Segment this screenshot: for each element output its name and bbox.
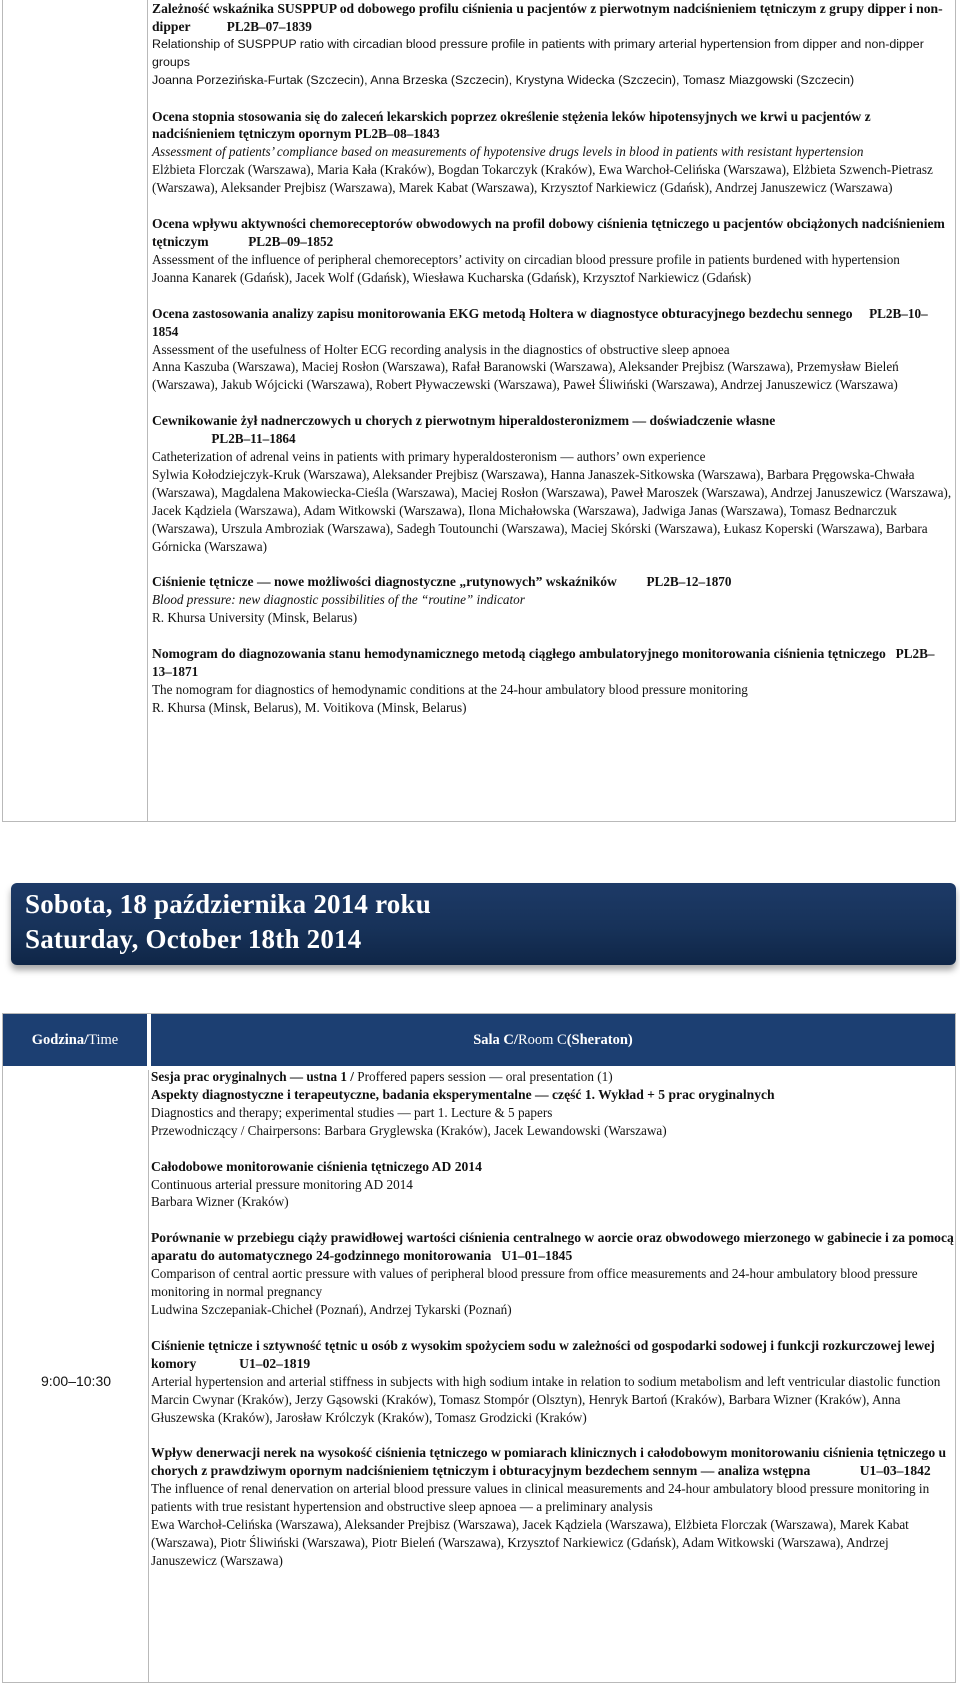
session-name-en: Proffered papers session — oral presentation (1) (357, 1069, 613, 1084)
paper-entry (151, 1444, 957, 1569)
abstract-authors: Anna Kaszuba (Warszawa), Maciej Rosłon (Warszawa), Rafał Baranowski (Warszawa), Aleksander Prejbisz (Warszawa), Przemysław Bieleń (Warszawa), Jakub Wójcicki (Warszawa), Robert Pływaczewski (Warszawa), Paweł Śliwiński (Warszawa), Andrzej Januszewicz (Warszawa) (152, 359, 899, 393)
abstract-code: PL2B–10–1854 (152, 305, 928, 339)
paper-title-pl: Porównanie w przebiegu ciąży prawidłowej wartości ciśnienia centralnego w aorcie oraz obwodowego mierzonego w gabinecie i za pomocą aparatu do automatycznego 24-godzinnego monitorowania (151, 1230, 954, 1264)
session-chairs: Przewodniczący / Chairpersons: Barbara Gryglewska (Kraków), Jacek Lewandowski (Warszawa) (151, 1122, 667, 1138)
abstract-code: PL2B–13–1871 (152, 646, 935, 680)
room-header-venue: (Sheraton) (566, 1031, 633, 1048)
abstract-code: PL2B–11–1864 (211, 431, 296, 447)
time-header-pl: Godzina (31, 1031, 85, 1048)
paper-entry (151, 1229, 957, 1319)
abstract-title-pl: Ocena stopnia stosowania się do zaleceń lekarskich poprzez określenie stężenia leków hipotensyjnych we krwi u pacjentów z nadciśnieniem tętniczym opornym (152, 108, 871, 142)
abstract-entry (152, 215, 952, 287)
day-banner (11, 883, 956, 965)
day-banner-title-en: Saturday, October 18th 2014 (25, 924, 362, 954)
lecture-title-en: Continuous arterial pressure monitoring AD 2014 (151, 1176, 413, 1192)
abstract-title-pl: Ocena wpływu aktywności chemoreceptorów obwodowych na profil dobowy ciśnienia tętniczego u pacjentów obciążonych nadciśnieniem tętniczym (152, 216, 945, 249)
session-table (2, 1013, 956, 1683)
time-header-sep: / (84, 1031, 89, 1048)
abstract-title-en: Assessment of the usefulness of Holter ECG recording analysis in the diagnostics of obstructive sleep apnoea (152, 341, 730, 357)
day-banner-title-pl: Sobota, 18 października 2014 roku (25, 889, 431, 919)
paper-entry (151, 1337, 957, 1427)
time-column (2, 0, 148, 821)
session-time-cell (3, 1070, 149, 1682)
abstract-title-en: Relationship of SUSPPUP ratio with circadian blood pressure profile in patients with primary arterial hypertension from dipper and non-dipper groups (152, 36, 924, 69)
abstract-title-pl: Ciśnienie tętnicze — nowe możliwości diagnostyczne „rutynowych” wskaźników (152, 574, 617, 590)
session-name-sep: / (347, 1069, 358, 1084)
abstract-title-en: Catheterization of adrenal veins in patients with primary hyperaldosteronism — authors’ own experience (152, 449, 706, 465)
room-header-sep: / (513, 1031, 518, 1048)
abstract-entry (152, 573, 952, 627)
paper-authors: Ludwina Szczepaniak-Chicheł (Poznań), Andrzej Tykarski (Poznań) (151, 1301, 512, 1317)
abstract-entry (152, 0, 952, 90)
abstract-title-pl: Cewnikowanie żył nadnerczowych u chorych z pierwotnym hiperaldosteronizmem — doświadczenie własne (152, 413, 776, 429)
paper-title-en: Arterial hypertension and arterial stiffness in subjects with high sodium intake in relation to sodium metabolism and left ventricular diastolic function (151, 1373, 941, 1389)
room-header-pl: Sala C (473, 1031, 514, 1048)
abstract-code: PL2B–12–1870 (646, 574, 732, 590)
time-header-en: Time (88, 1031, 119, 1048)
lecture-title-pl: Całodobowe monitorowanie ciśnienia tętniczego AD 2014 (151, 1158, 482, 1174)
abstract-authors: R. Khursa (Minsk, Belarus), M. Voitikova (Minsk, Belarus) (152, 699, 467, 715)
paper-code: U1–02–1819 (239, 1355, 311, 1371)
paper-authors: Ewa Warchoł-Celińska (Warszawa), Aleksander Prejbisz (Warszawa), Jacek Kądziela (Warszawa), Elżbieta Florczak (Warszawa), Marek Kabat (Warszawa), Piotr Śliwiński (Warszawa), Piotr Bieleń (Warszawa), Krzysztof Narkiewicz (Gdańsk), Adam Witkowski (Warszawa), Andrzej Januszewicz (Warszawa) (151, 1517, 909, 1568)
abstract-entry (152, 412, 952, 555)
abstract-authors: R. Khursa University (Minsk, Belarus) (152, 610, 358, 626)
abstract-entry (152, 108, 952, 198)
room-column-header (151, 1014, 955, 1066)
abstract-entry (152, 305, 952, 395)
session-topic-pl: Aspekty diagnostyczne i terapeutyczne, badania eksperymentalne — część 1. Wykład + 5 prac oryginalnych (151, 1086, 775, 1102)
abstract-title-pl: Ocena zastosowania analizy zapisu monitorowania EKG metodą Holtera w diagnostyce obturacyjnego bezdechu sennego (152, 305, 853, 321)
program-table-continued (2, 0, 956, 822)
paper-title-en: Comparison of central aortic pressure with values of peripheral blood pressure from office measurements and 24-hour ambulatory blood pressure monitoring in normal pregnancy (151, 1266, 918, 1300)
abstract-title-en: Assessment of patients’ compliance based on measurements of hypotensive drugs levels in blood in patients with resistant hypertension (152, 144, 864, 160)
abstract-title-pl: Nomogram do diagnozowania stanu hemodynamicznego metodą ciągłego ambulatoryjnego monitorowania ciśnienia tętniczego (152, 646, 886, 662)
abstract-authors: Joanna Kanarek (Gdańsk), Jacek Wolf (Gdańsk), Wiesława Kucharska (Gdańsk), Krzysztof Narkiewicz (Gdańsk) (152, 269, 752, 285)
abstract-code: PL2B–07–1839 (226, 18, 312, 34)
paper-code: U1–03–1842 (859, 1463, 931, 1479)
session-header (151, 1068, 957, 1140)
time-column-header (3, 1014, 147, 1066)
abstract-authors: Sylwia Kołodziejczyk-Kruk (Warszawa), Aleksander Prejbisz (Warszawa), Hanna Janaszek-Sitkowska (Warszawa), Barbara Pręgowska-Chwała (Warszawa), Magdalena Makowiecka-Cieśla (Warszawa), Maciej Rosłon (Warszawa), Paweł Maroszek (Warszawa), Andrzej Januszewicz (Warszawa), Jacek Kądziela (Warszawa), Adam Witkowski (Warszawa), Ilona Michałowska (Warszawa), Jadwiga Janas (Warszawa), Tomasz Bednarczuk (Warszawa), Urszula Ambroziak (Warszawa), Sadegh Toutounchi (Warszawa), Maciej Skórski (Warszawa), Łukasz Koperski (Warszawa), Barbara Górnicka (Warszawa) (152, 466, 952, 554)
content-column (152, 0, 952, 821)
paper-code: U1–01–1845 (501, 1248, 573, 1264)
lecture-entry (151, 1158, 957, 1212)
abstract-code: PL2B–09–1852 (248, 233, 334, 249)
abstract-title-pl: Zależność wskaźnika SUSPPUP od dobowego profilu ciśnienia u pacjentów z pierwotnym nadciśnieniem tętniczym z grupy dipper i non-dipper (152, 1, 943, 34)
room-header-en: Room C (517, 1031, 567, 1048)
session-content-cell (151, 1068, 957, 1588)
abstract-title-en: The nomogram for diagnostics of hemodynamic conditions at the 24-hour ambulatory blood pressure monitoring (152, 682, 748, 697)
session-name-pl: Sesja prac oryginalnych — ustna 1 (151, 1069, 347, 1084)
abstract-code: PL2B–08–1843 (354, 126, 440, 142)
abstract-entry (152, 645, 952, 717)
paper-title-pl: Ciśnienie tętnicze i sztywność tętnic u osób z wysokim spożyciem sodu w zależności od gospodarki sodowej i funkcji rozkurczowej lewej komory (151, 1337, 935, 1371)
abstract-title-en: Assessment of the influence of peripheral chemoreceptors’ activity on circadian blood pressure profile in patients burdened with hypertension (152, 251, 900, 267)
paper-authors: Marcin Cwynar (Kraków), Jerzy Gąsowski (Kraków), Tomasz Stompór (Olsztyn), Henryk Bartoń (Kraków), Barbara Wizner (Kraków), Anna Głuszewska (Kraków), Jarosław Królczyk (Kraków), Tomasz Grodzicki (Kraków) (151, 1391, 901, 1425)
abstract-title-en: Blood pressure: new diagnostic possibilities of the “routine” indicator (152, 592, 525, 608)
paper-title-pl: Wpływ denerwacji nerek na wysokość ciśnienia tętniczego w pomiarach klinicznych i całodobowym monitorowaniu ciśnienia tętniczego u chorych z prawdziwym opornym nadciśnieniem tętniczym i obturacyjnym bezdechem sennym — analiza wstępna (151, 1445, 947, 1479)
session-time: 9:00–10:30 (40, 1373, 112, 1389)
session-topic-en: Diagnostics and therapy; experimental studies — part 1. Lecture & 5 papers (151, 1104, 553, 1120)
abstract-authors: Joanna Porzezińska-Furtak (Szczecin), Anna Brzeska (Szczecin), Krystyna Widecka (Szczecin), Tomasz Miazgowski (Szczecin) (152, 72, 855, 87)
paper-title-en: The influence of renal denervation on arterial blood pressure values in clinical measurements and 24-hour ambulatory blood pressure monitoring in patients with true resistant hypertension and obstructive sleep apnoea — a preliminary analysis (151, 1481, 930, 1515)
lecture-authors: Barbara Wizner (Kraków) (151, 1194, 289, 1210)
abstract-authors: Elżbieta Florczak (Warszawa), Maria Kała (Kraków), Bogdan Tokarczyk (Kraków), Ewa Warchoł-Celińska (Warszawa), Elżbieta Szwench-Pietrasz (Warszawa), Aleksander Prejbisz (Warszawa), Marek Kabat (Warszawa), Krzysztof Narkiewicz (Gdańsk), Andrzej Januszewicz (Warszawa) (152, 162, 933, 196)
